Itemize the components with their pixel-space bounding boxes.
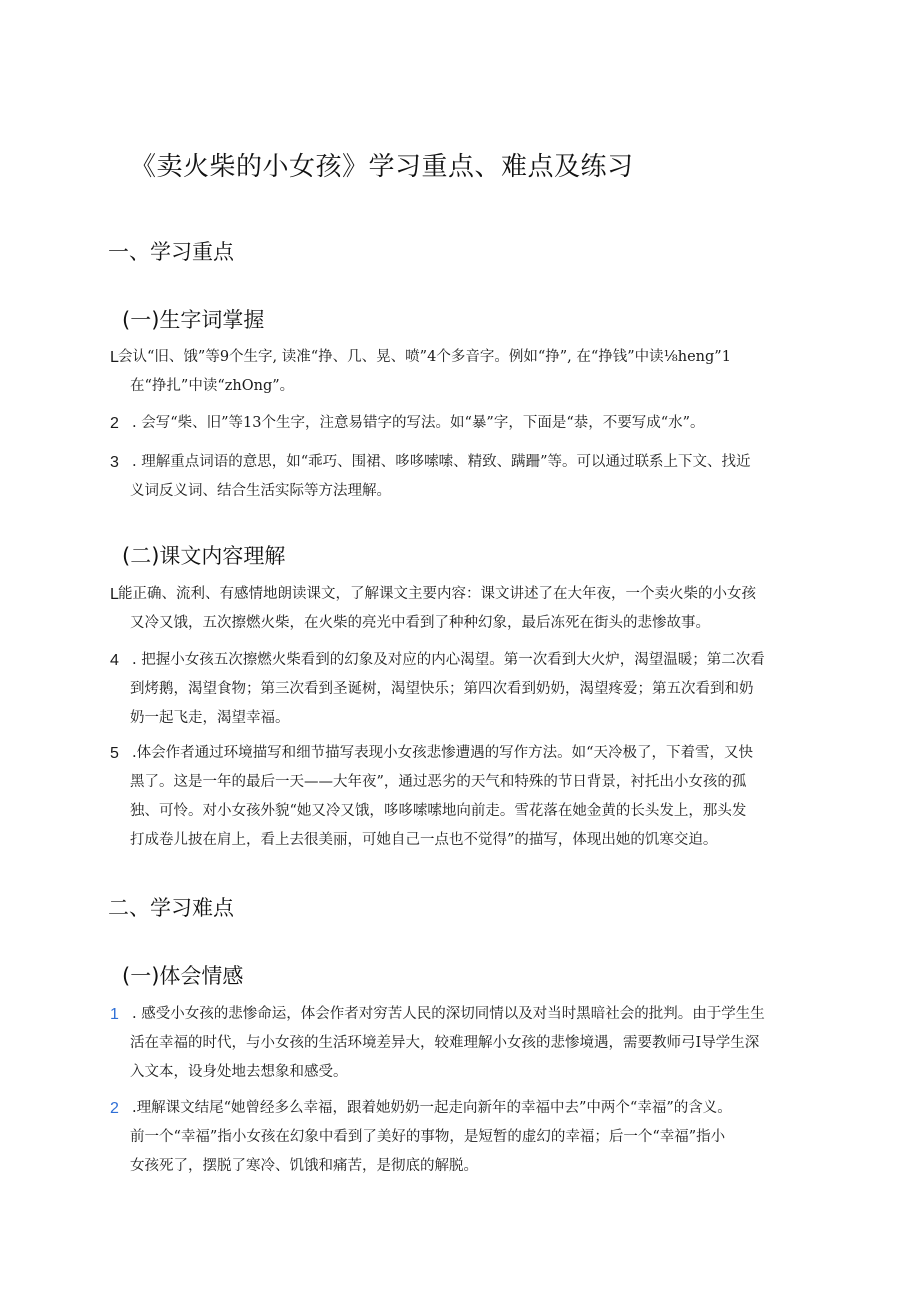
document-title: 《卖火柴的小女孩》学习重点、难点及练习 (130, 152, 634, 182)
list-item (110, 1000, 810, 1087)
item-text-line: 在“挣扎”中读“zhOng”。 (130, 378, 295, 394)
item-text-line: .理解课文结尾“她曾经多么幸福，跟着她奶奶一起走向新年的幸福中去”中两个“幸福”的含义。 (132, 1100, 732, 1116)
item-number: L (110, 349, 119, 366)
item-text-line: 入文本，设身处地去想象和感受。 (130, 1064, 348, 1080)
list-item (110, 409, 810, 438)
item-text-line: 奶一起飞走，渴望幸福。 (130, 710, 290, 726)
item-text-line: 独、可怜。对小女孩外貌“她又冷又饿，哆哆嗦嗦地向前走。雪花落在她金黄的长头发上，那头发 (130, 803, 747, 819)
item-text-line: 会认“旧、饿”等9个生字, 读准“挣、几、晃、喷”4个多音字。例如“挣”, 在“挣钱”中读⅛heng”1 (118, 349, 731, 365)
item-text-line: . 理解重点词语的意思，如“乖巧、围裙、哆哆嗦嗦、精致、蹒跚”等。可以通过联系上下文、找近 (132, 454, 751, 470)
list-item (110, 580, 810, 638)
item-number: 2 (110, 1100, 119, 1117)
subsection-heading-vocabulary: (一)生字词掌握 (122, 308, 265, 332)
item-text-line: . 感受小女孩的悲惨命运，体会作者对穷苦人民的深切同情以及对当时黑暗社会的批判。由于学生生 (132, 1006, 765, 1022)
item-number: 1 (110, 1006, 119, 1023)
item-text-line: 黑了。这是一年的最后一天——大年夜”，通过恶劣的天气和特殊的节日背景，衬托出小女孩的孤 (130, 774, 747, 790)
item-text-line: . 会写“柴、旧”等13个生字，注意易错字的写法。如“暴”字，下面是“㳟，不要写成“水”。 (132, 415, 705, 431)
list-item (110, 343, 810, 401)
item-text-line: 活在幸福的时代，与小女孩的生活环境差异大，较难理解小女孩的悲惨境遇，需要教师弓I导学生深 (130, 1035, 760, 1051)
item-text-line: 义词反义词、结合生活实际等方法理解。 (130, 483, 391, 499)
list-item (110, 739, 810, 855)
item-text-line: 前一个“幸福”指小女孩在幻象中看到了美好的事物，是短暂的虚幻的幸福；后一个“幸福”指小 (130, 1129, 726, 1145)
item-number: 2 (110, 415, 119, 432)
subsection-heading-emotion: (一)体会情感 (122, 964, 244, 988)
list-item (110, 448, 810, 506)
item-number: 4 (110, 652, 119, 669)
item-text-line: 又冷又饿，五次擦燃火柴，在火柴的亮光中看到了种种幻象，最后冻死在街头的悲惨故事。 (130, 615, 710, 631)
subsection-heading-content: (二)课文内容理解 (122, 544, 286, 568)
item-text-line: 打成卷儿披在肩上，看上去很美丽，可她自己一点也不觉得”的描写，体现出她的饥寒交迫。 (130, 832, 718, 848)
item-number: L (110, 586, 119, 603)
item-text-line: 女孩死了，摆脱了寒冷、饥饿和痛苦，是彻底的解脱。 (130, 1158, 478, 1174)
item-number: 5 (110, 745, 119, 762)
item-text-line: . 把握小女孩五次擦燃火柴看到的幻象及对应的内心渴望。第一次看到大火炉，渴望温暖；第二次看 (132, 652, 765, 668)
section-heading-difficulties: 二、学习难点 (108, 896, 234, 920)
item-text-line: 到烤鹅，渴望食物；第三次看到圣诞树，渴望快乐；第四次看到奶奶，渴望疼爱；第五次看到和奶 (130, 681, 754, 697)
list-item (110, 1094, 810, 1181)
item-text-line: .体会作者通过环境描写和细节描写表现小女孩悲惨遭遇的写作方法。如“天冷极了，下着雪，又快 (132, 745, 754, 761)
list-item (110, 646, 810, 733)
item-text-line: 能正确、流利、有感情地朗读课文，了解课文主要内容：课文讲述了在大年夜，一个卖火柴的小女孩 (118, 586, 756, 602)
section-heading-key-points: 一、学习重点 (108, 240, 234, 264)
item-number: 3 (110, 454, 119, 471)
